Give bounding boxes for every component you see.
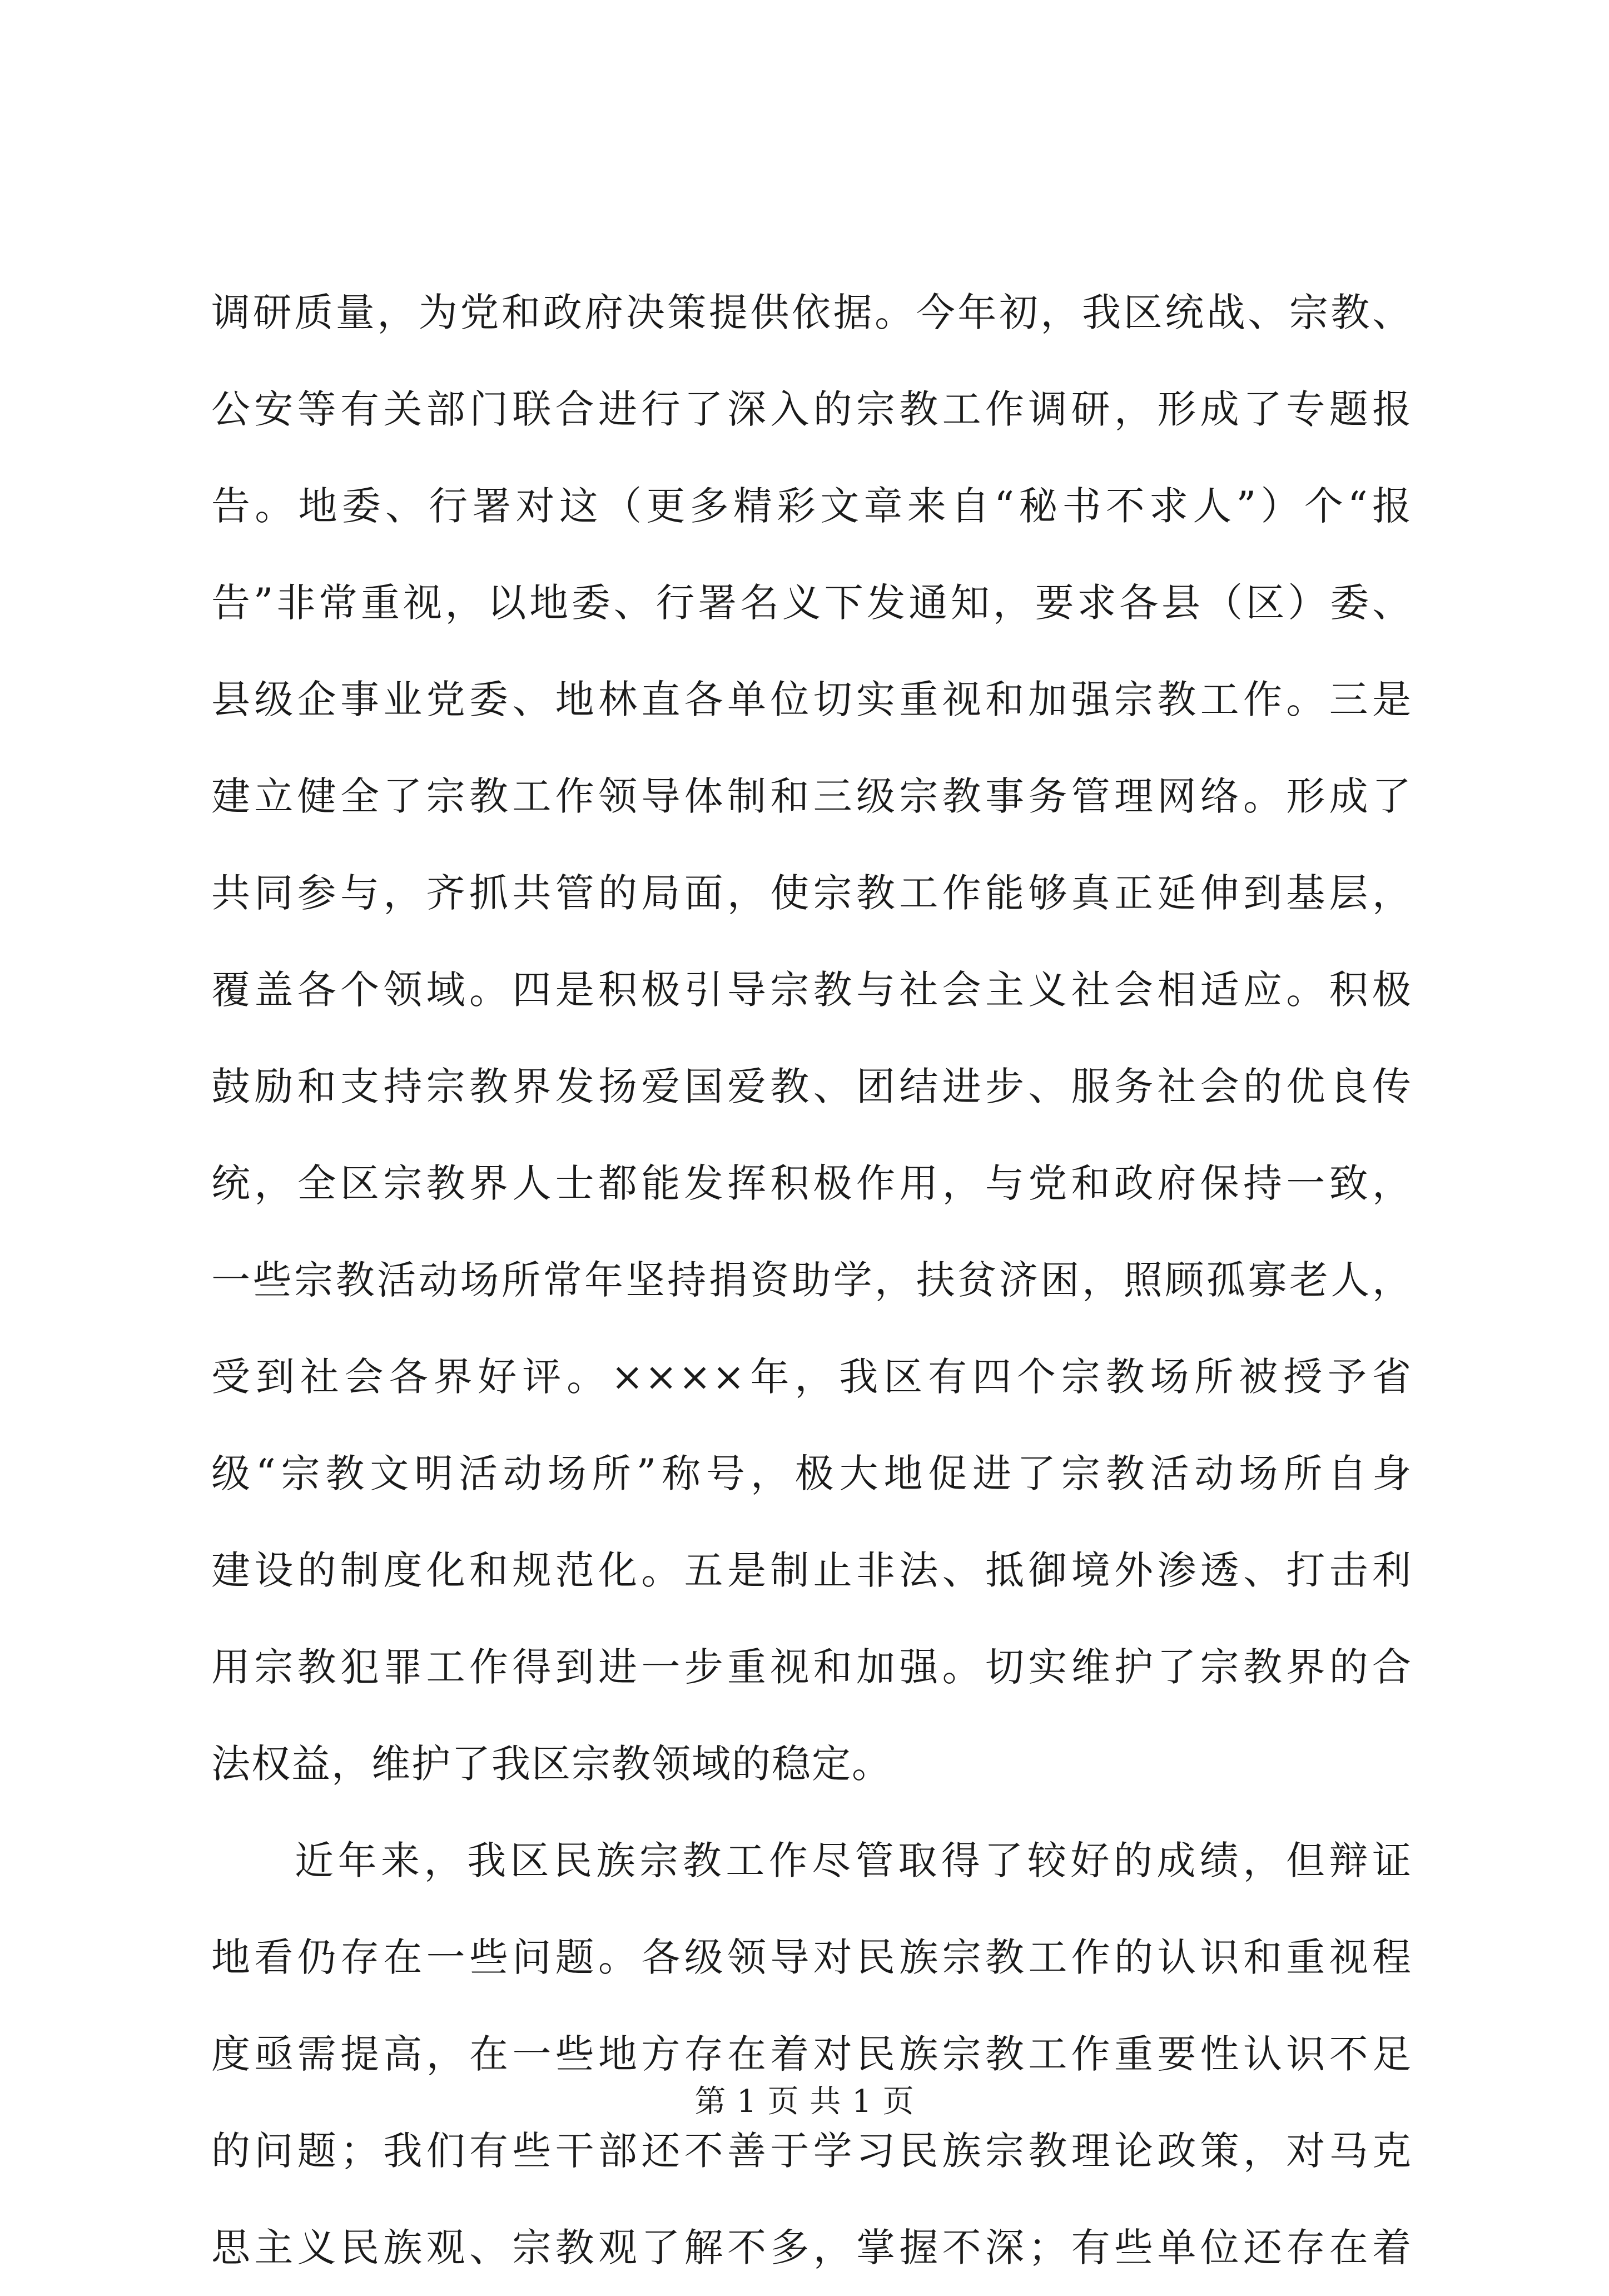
text-line: 共同参与，齐抓共管的局面，使宗教工作能够真正延伸到基层，	[211, 870, 1412, 916]
text-line: 用宗教犯罪工作得到进一步重视和加强。切实维护了宗教界的合	[211, 1644, 1412, 1690]
document-body	[211, 264, 1412, 2296]
text-line: 度亟需提高，在一些地方存在着对民族宗教工作重要性认识不足	[211, 2031, 1412, 2077]
text-line: 告”非常重视，以地委、行署名义下发通知，要求各县（区）委、	[211, 580, 1412, 626]
text-line: 告。地委、行署对这（更多精彩文章来自“秘书不求人”）个“报	[211, 483, 1412, 529]
text-line: 公安等有关部门联合进行了深入的宗教工作调研，形成了专题报	[211, 386, 1412, 432]
text-line: 调研质量，为党和政府决策提供依据。今年初，我区统战、宗教、	[211, 290, 1412, 335]
text-line: 覆盖各个领域。四是积极引导宗教与社会主义社会相适应。积极	[211, 967, 1412, 1013]
text-line: 级“宗教文明活动场所”称号，极大地促进了宗教活动场所自身	[211, 1451, 1412, 1496]
text-line: 思主义民族观、宗教观了解不多，掌握不深；有些单位还存在着	[211, 2225, 1412, 2270]
paragraph-1	[211, 264, 1412, 1812]
text-line: 统，全区宗教界人士都能发挥积极作用，与党和政府保持一致，	[211, 1161, 1412, 1206]
text-line: 的问题；我们有些干部还不善于学习民族宗教理论政策，对马克	[211, 2128, 1412, 2174]
text-line: 受到社会各界好评。××××年，我区有四个宗教场所被授予省	[211, 1354, 1412, 1400]
page-number-footer: 第 1 页 共 1 页	[694, 2084, 915, 2120]
text-line: 县级企事业党委、地林直各单位切实重视和加强宗教工作。三是	[211, 677, 1412, 722]
text-line: 鼓励和支持宗教界发扬爱国爱教、团结进步、服务社会的优良传	[211, 1064, 1412, 1109]
text-line: 建设的制度化和规范化。五是制止非法、抵御境外渗透、打击利	[211, 1548, 1412, 1593]
text-line: 地看仍存在一些问题。各级领导对民族宗教工作的认识和重视程	[211, 1935, 1412, 1980]
paragraph-2	[211, 1812, 1412, 2296]
text-line: 法权益，维护了我区宗教领域的稳定。	[211, 1741, 892, 1787]
text-line: 一些宗教活动场所常年坚持捐资助学，扶贫济困，照顾孤寡老人，	[211, 1257, 1412, 1303]
text-line: 建立健全了宗教工作领导体制和三级宗教事务管理网络。形成了	[211, 773, 1412, 819]
text-line: 近年来，我区民族宗教工作尽管取得了较好的成绩，但辩证	[295, 1838, 1412, 1883]
